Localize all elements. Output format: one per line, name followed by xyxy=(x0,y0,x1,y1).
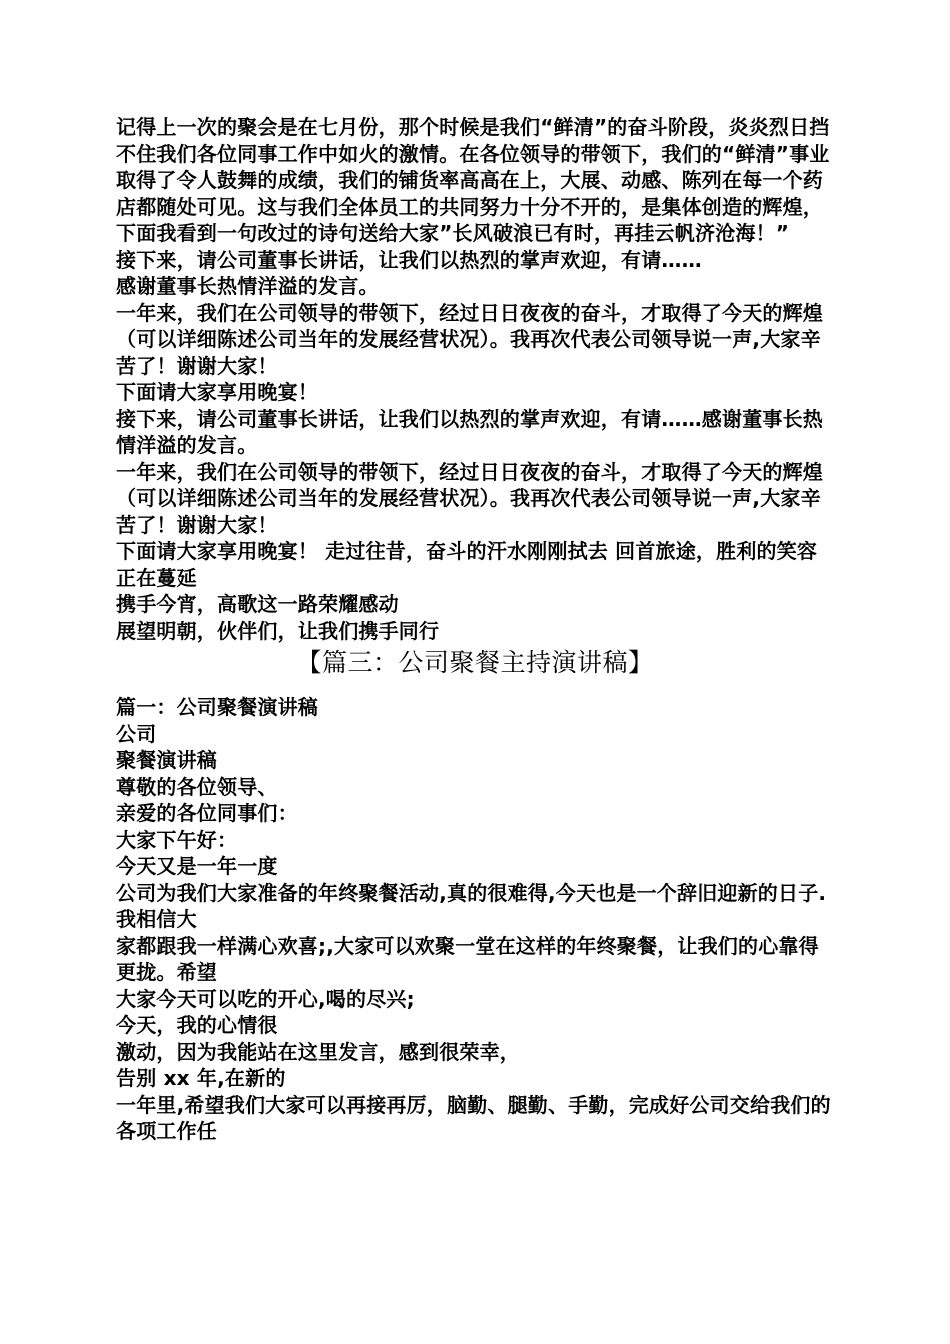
paragraph-year-review-repeat: 一年来，我们在公司领导的带领下，经过日日夜夜的奋斗，才取得了今天的辉煌（可以详细陈述公司当年的发展经营状况）。我再次代表公司领导说一声,大家辛苦了！谢谢大家！ xyxy=(116,459,823,537)
paragraph-poem-line-2: 携手今宵，高歌这一路荣耀感动 xyxy=(116,592,399,616)
paragraph-invite-chairman: 接下来，请公司董事长讲话，让我们以热烈的掌声欢迎，有请…… xyxy=(116,247,702,272)
paragraph-memory: 记得上一次的聚会是在七月份，那个时候是我们“鲜清”的奋斗阶段，炎炎烈日挡不住我们各位同事工作中如火的激情。在各位领导的带领下，我们的“鲜清”事业取得了令人鼓舞的成绩，我们的铺货率高高在上，大展、动感、陈列在每一个药店都随处可见。这与我们全体员工的共同努力十分不开的，是集体创造的辉煌，下面我看到一句改过的诗句送给大家”长风破浪已有时，再挂云帆济沧海！” xyxy=(116,115,830,245)
speech-line: 一年里,希望我们大家可以再接再厉，脑勤、腿勤、手勤，完成好公司交给我们的各项工作任 xyxy=(116,1092,831,1143)
speech-line: 公司 xyxy=(116,721,157,746)
paragraph-dinner-poem: 下面请大家享用晚宴！ 走过往昔，奋斗的汗水刚刚拭去 回首旅途，胜利的笑容正在蔓延 xyxy=(116,539,818,590)
speech-line: 大家今天可以吃的开心,喝的尽兴; xyxy=(116,986,415,1011)
paragraph-poem-line-3: 展望明朝，伙伴们，让我们携手同行 xyxy=(116,618,440,643)
speech-greeting-colleagues: 亲爱的各位同事们： xyxy=(116,801,298,825)
speech-line: 公司为我们大家准备的年终聚餐活动,真的很难得,今天也是一个辞旧迎新的日子.我相信大 xyxy=(116,880,827,931)
paragraph-invite-chairman-repeat: 接下来，请公司董事长讲话，让我们以热烈的掌声欢迎，有请……感谢董事长热情洋溢的发言。 xyxy=(116,406,823,457)
section-heading: 【篇三：公司聚餐主持演讲稿】 xyxy=(296,648,654,677)
speech-line: 聚餐演讲稿 xyxy=(116,748,217,772)
paragraph-thanks-chairman: 感谢董事长热情洋溢的发言。 xyxy=(116,274,379,298)
speech-line: 今天又是一年一度 xyxy=(116,854,278,878)
speech-line: 今天，我的心情很 xyxy=(116,1013,278,1037)
speech-good-afternoon: 大家下午好： xyxy=(116,827,238,852)
speech-line: 告别 xx 年,在新的 xyxy=(116,1066,286,1090)
speech-greeting-leaders: 尊敬的各位领导、 xyxy=(116,774,278,799)
paragraph-year-review: 一年来，我们在公司领导的带领下，经过日日夜夜的奋斗，才取得了今天的辉煌（可以详细陈述公司当年的发展经营状况）。我再次代表公司领导说一声,大家辛苦了！谢谢大家！ xyxy=(116,300,823,378)
document-page xyxy=(116,114,834,1145)
speech-line: 家都跟我一样满心欢喜;,大家可以欢聚一堂在这样的年终聚餐，让我们的心靠得更拢。希望 xyxy=(116,933,819,984)
paragraph-dinner: 下面请大家享用晚宴！ xyxy=(116,380,318,404)
speech-title: 篇一：公司聚餐演讲稿 xyxy=(116,695,318,719)
speech-line: 激动，因为我能站在这里发言，感到很荣幸， xyxy=(116,1039,520,1064)
